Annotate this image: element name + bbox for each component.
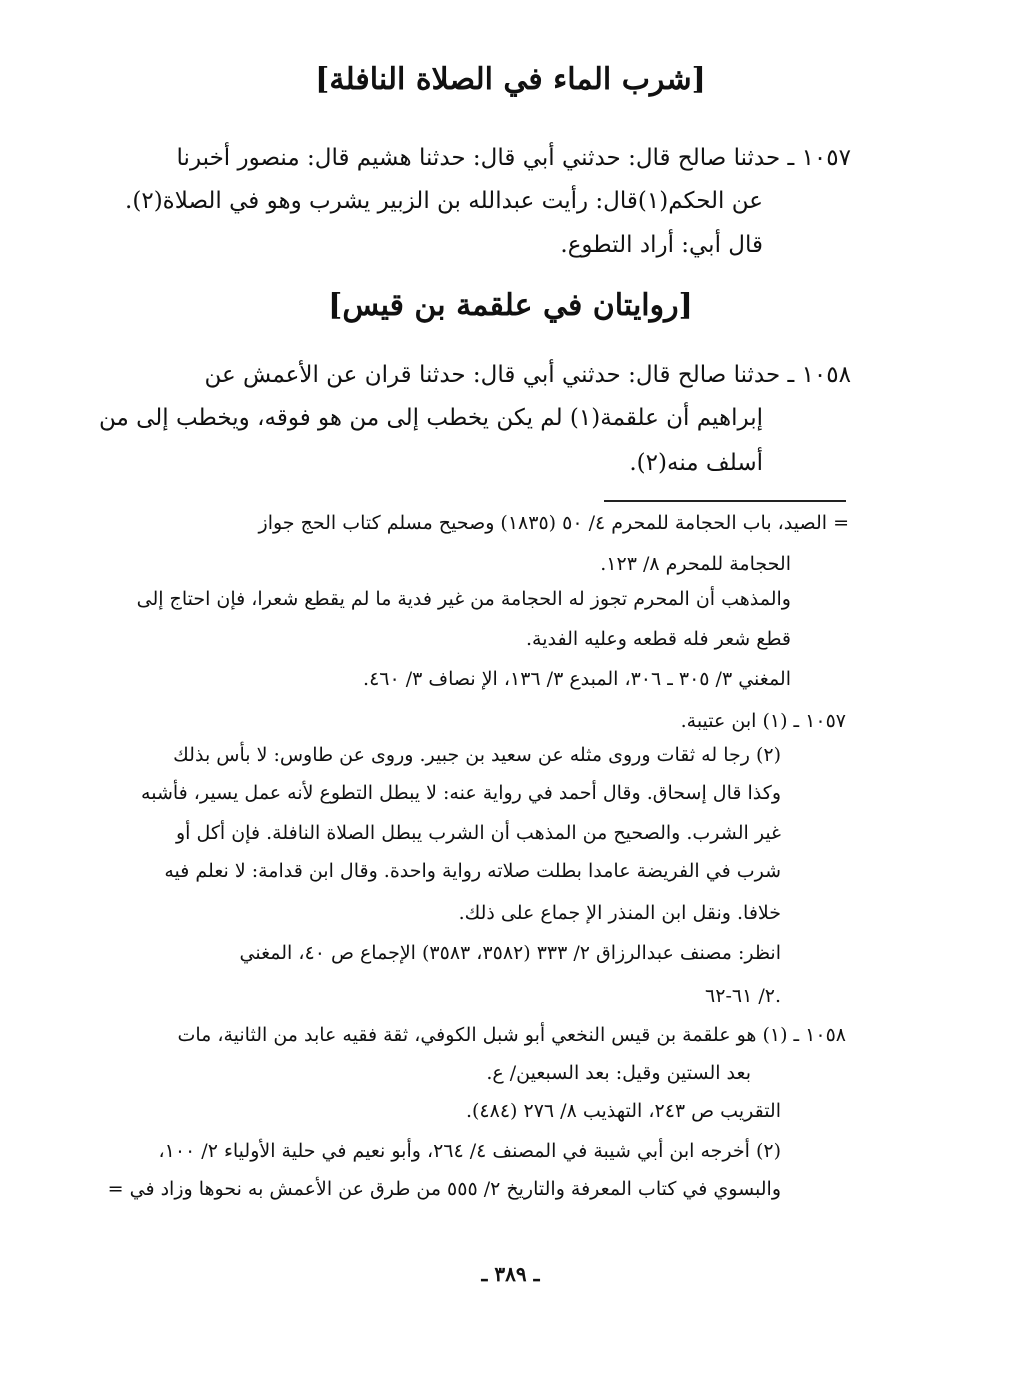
section-heading-alqama: [روايتان في علقمة بن قيس]: [328, 288, 693, 323]
hadith-1057-line-2: عن الحكم(١)قال: رأيت عبدالله بن الزبير يشرب وهو في الصلاة(٢).: [125, 188, 763, 214]
footnote-line: (٢) رجا له ثقات وروى مثله عن سعيد بن جبير. وروى عن طاوس: لا بأس بذلك: [173, 744, 781, 766]
footnote-line: غير الشرب. والصحيح من المذهب أن الشرب يبطل الصلاة النافلة. فإن أكل أو: [175, 822, 781, 844]
footnote-line: (٢) أخرجه ابن أبي شيبة في المصنف ٤/ ٢٦٤، وأبو نعيم في حلية الأولياء ٢/ ١٠٠،: [158, 1140, 781, 1162]
footnote-line: الحجامة للمحرم ٨/ ١٢٣.: [600, 553, 791, 575]
hadith-1057-line-1: ١٠٥٧ ـ حدثنا صالح قال: حدثني أبي قال: حدثنا هشيم قال: منصور أخبرنا: [176, 145, 851, 171]
footnote-line: انظر: مصنف عبدالرزاق ٢/ ٣٣٣ (٣٥٨٢، ٣٥٨٣) الإجماع ص ٤٠، المغني: [239, 942, 781, 964]
footnote-line: خلافا. ونقل ابن المنذر الإ جماع على ذلك.: [458, 902, 781, 924]
footnote-line: بعد الستين وقيل: بعد السبعين/ ع.: [486, 1062, 751, 1084]
footnote-line: شرب في الفريضة عامدا بطلت صلاته رواية واحدة. وقال ابن قدامة: لا نعلم فيه: [164, 860, 781, 882]
hadith-1057-line-3: قال أبي: أراد التطوع.: [560, 232, 763, 258]
footnote-line: ٢/ ٦١-٦٢.: [705, 985, 781, 1007]
footnote-line: قطع شعر فله قطعه وعليه الفدية.: [525, 628, 791, 650]
footnote-line: والمذهب أن المحرم تجوز له الحجامة من غير فدية ما لم يقطع شعرا، فإن احتاج إلى: [136, 588, 791, 610]
footnote-line: = الصيد، باب الحجامة للمحرم ٤/ ٥٠ (١٨٣٥) وصحيح مسلم كتاب الحج جواز: [258, 512, 849, 534]
footnote-line: وكذا قال إسحاق. وقال أحمد في رواية عنه: لا يبطل التطوع لأنه عمل يسير، فأشبه: [141, 782, 781, 804]
page-number: ـ ٣٨٩ ـ: [481, 1262, 540, 1286]
section-heading-water-drinking: [شرب الماء في الصلاة النافلة]: [315, 62, 706, 97]
footnote-line: التقريب ص ٢٤٣، التهذيب ٨/ ٢٧٦ (٤٨٤).: [465, 1100, 781, 1122]
hadith-1058-line-3: أسلف منه(٢).: [629, 450, 763, 476]
footnote-line: ١٠٥٨ ـ (١) هو علقمة بن قيس النخعي أبو شبل الكوفي، ثقة فقيه عابد من الثانية، مات: [177, 1024, 846, 1046]
hadith-1058-line-1: ١٠٥٨ ـ حدثنا صالح قال: حدثني أبي قال: حدثنا قران عن الأعمش عن: [204, 362, 851, 388]
footnote-line: والبسوي في كتاب المعرفة والتاريخ ٢/ ٥٥٥ من طرق عن الأعمش به نحوها وزاد في =: [107, 1178, 781, 1200]
hadith-1058-line-2: إبراهيم أن علقمة(١) لم يكن يخطب إلى من هو فوقه، ويخطب إلى من: [98, 405, 763, 431]
footnote-line: المغني ٣/ ٣٠٥ ـ ٣٠٦، المبدع ٣/ ١٣٦، الإ نصاف ٣/ ٤٦٠.: [363, 668, 791, 690]
footnote-line: ١٠٥٧ ـ (١) ابن عتيبة.: [680, 710, 846, 732]
footnote-separator: [604, 500, 846, 502]
